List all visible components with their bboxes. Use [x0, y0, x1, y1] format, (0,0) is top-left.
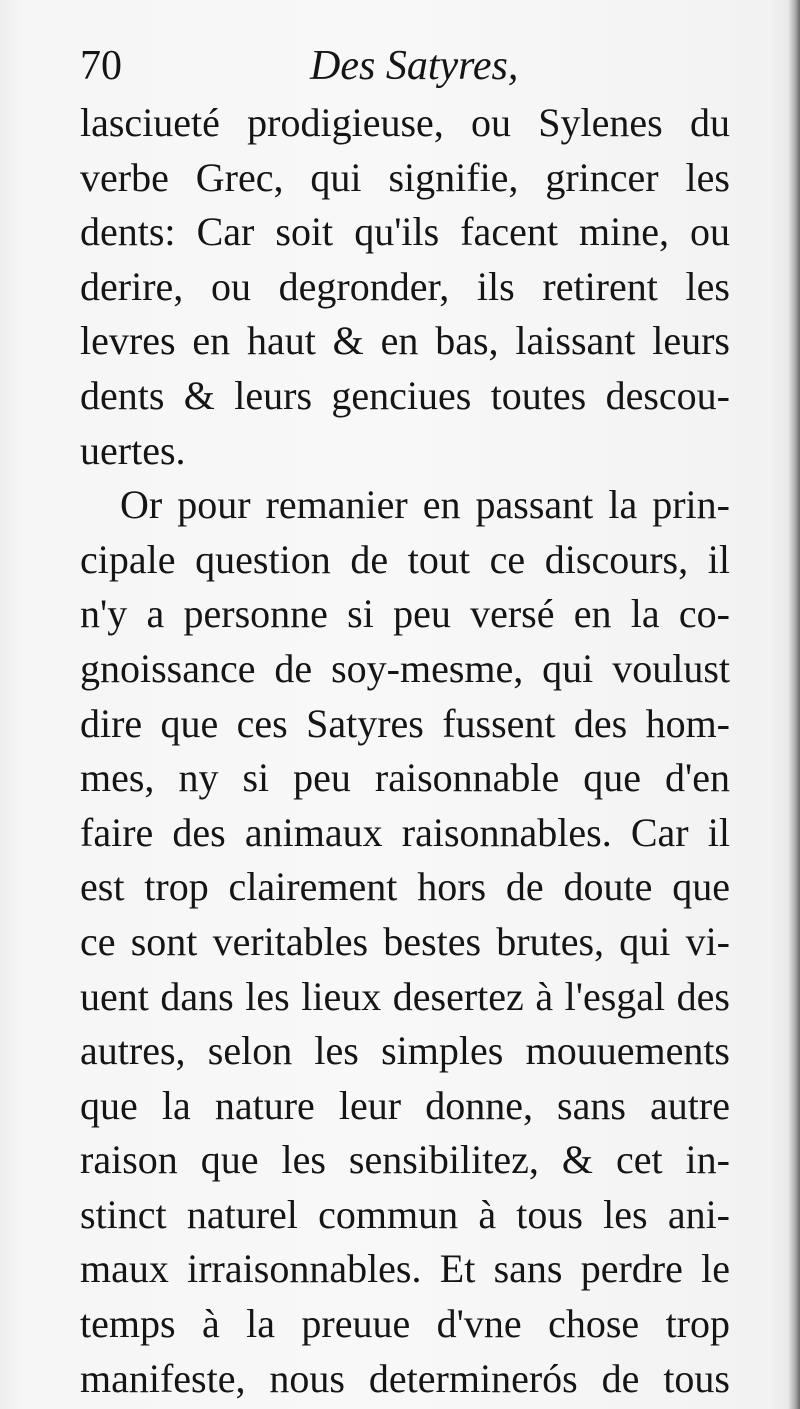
text-line: temps à la preuue d'vne chose trop [80, 1301, 730, 1347]
page-number: 70 [80, 43, 122, 89]
text-line: uent dans les lieux desertez à l'esgal des [80, 973, 730, 1019]
text-line: cipale question de tout ce discours, il [80, 536, 730, 582]
text-line: gnoissance de soy-mesme, qui voulust [80, 645, 730, 691]
text-line: raison que les sensibilitez, & cet in- [80, 1137, 730, 1183]
text-line: est trop clairement hors de doute que [80, 864, 730, 910]
text-line: dents: Car soit qu'ils facent mine, ou [80, 209, 730, 255]
text-line: verbe Grec, qui signifie, grincer les [80, 154, 730, 200]
page-edge-shadow [788, 0, 800, 1409]
text-line: uertes. [80, 427, 186, 473]
page-header [80, 38, 700, 94]
text-line: n'y a personne si peu versé en la co- [80, 591, 730, 637]
text-line: dents & leurs genciues toutes descou- [80, 372, 730, 418]
text-line: ce sont veritables bestes brutes, qui vi- [80, 918, 730, 964]
paragraph-start-line: Or pour remanier en passant la prin- [120, 482, 730, 528]
running-title: Des Satyres, [310, 43, 519, 89]
body-text [80, 96, 730, 1406]
text-line: maux irraisonnables. Et sans perdre le [80, 1246, 730, 1292]
text-line: faire des animaux raisonnables. Car il [80, 809, 730, 855]
text-line: dire que ces Satyres fussent des hom- [80, 700, 730, 746]
text-line: que la nature leur donne, sans autre [80, 1082, 730, 1128]
text-line: manifeste, nous determinerós de tous [80, 1355, 730, 1401]
text-line: lasciueté prodigieuse, ou Sylenes du [80, 100, 730, 145]
text-line: derire, ou degronder, ils retirent les [80, 263, 730, 309]
text-line: levres en haut & en bas, laissant leurs [80, 318, 730, 364]
text-line: stinct naturel commun à tous les ani- [80, 1191, 730, 1237]
text-line: autres, selon les simples mouuements [80, 1028, 730, 1074]
text-line: mes, ny si peu raisonnable que d'en [80, 755, 730, 801]
